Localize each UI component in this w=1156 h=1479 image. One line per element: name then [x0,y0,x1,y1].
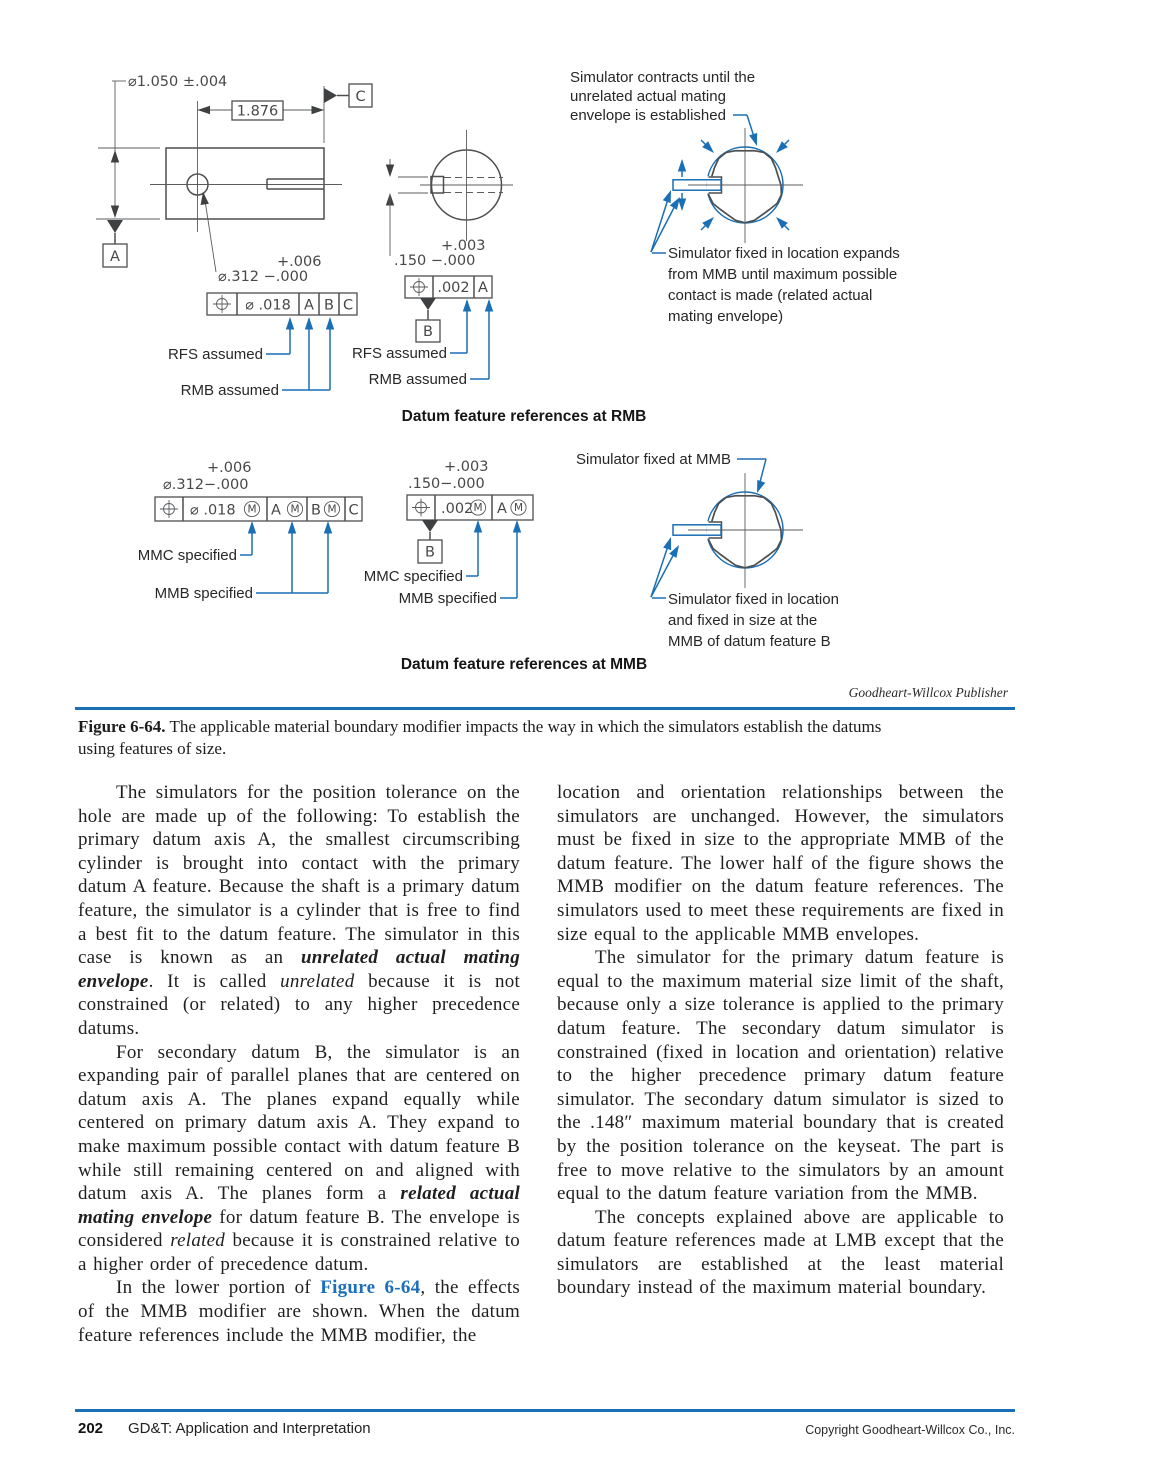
fcf-hole-rmb [207,293,357,315]
term-unrelated-actual-mating-envelope: unrelated actual mating envelope [78,947,520,992]
fixed-leader [737,459,766,494]
datum-c-symbol [324,84,372,107]
fcf-datum3: C [348,502,359,519]
rfs-assumed-label: RFS assumed [167,346,263,363]
fcf-datum3: C [342,297,354,314]
body-column-left [78,781,520,1347]
sim-contract-label-line1: Simulator contracts until the [570,69,756,86]
keyseat-slot [267,179,324,189]
rmb-end-annotations [352,299,493,388]
rfs-assumed-label: RFS assumed [351,345,447,362]
paragraph [78,1041,520,1277]
rmb-side-annotations [168,317,334,399]
mmb-modifier-m: M [513,502,524,515]
term-unrelated: unrelated [280,970,355,992]
mmc-specified-label: MMC specified [137,547,237,564]
hole-tol-plus: +.006 [277,254,322,270]
mmb-hole-callout [138,460,362,602]
mmc-specified-label: MMC specified [363,568,463,585]
sim-expand-label-line3: contact is made (related actual [668,287,873,304]
figure-caption-label: Figure 6-64. [78,717,166,736]
paragraph: The concepts explained above are applicable to datum feature references made at LMB except that the simulators are established at the least material boundary instead of the maximum material boundary. [557,1206,1004,1299]
rmb-end-view-drawing [352,130,513,388]
keyseat-width-dimension [386,159,486,269]
term-related-actual-mating-envelope: related actual mating envelope [78,1183,520,1228]
expand-leader [651,189,684,253]
paragraph-text: For secondary datum B, the simulator is an expanding pair of parallel planes that are centered on datum axis A. The planes expand equally while centered on primary datum axis A. They expand to make maximum possible contact with datum feature B while still remaining centered on and aligned with datum axis A. The planes form a [78,1041,520,1205]
key-dim: .150 −.000 [394,253,476,269]
key-tol-plus: +.003 [444,459,489,475]
datum-b-symbol [416,298,440,342]
mmc-modifier-m: M [247,503,257,516]
fixed-detail-leader [651,536,683,598]
datum-a-label: A [110,249,120,265]
paragraph-text: for datum feature B. The envelope is considered [78,1206,520,1252]
length-dimension [198,86,325,143]
mmb-modifier-m: M [290,503,300,516]
fcf-tolerance: .002 [437,280,470,296]
datum-b-symbol [418,520,442,563]
fcf-hole-mmb [155,497,362,521]
paragraph-text: The simulators for the position tolerance on the hole are made up of the following: To establish the primary datum axis A, the smallest circumscribing cylinder is brought into contact with the primary datum A feature. Because the shaft is a primary datum feature, the simulator is a cylinder that is free to find a best fit to the datum feature. The simulator in this case is known as an [78,782,520,969]
paragraph: location and orientation relationships between the simulators are unchanged. However, the simulators must be fixed in size to the appropriate MMB of the datum feature. The lower half of the figure shows the MMB modifier on the datum feature references. The simulators used to meet these requirements are fixed in size equal to the applicable MMB envelopes. [557,782,1004,945]
paragraph [78,781,520,1041]
bar-expand-arrows [678,159,686,211]
publisher-credit: Goodheart-Willcox Publisher [848,685,1008,700]
sim-expand-label-line2: from MMB until maximum possible [668,266,898,283]
sim-fixed-detail-line3: MMB of datum feature B [668,633,831,650]
paragraph: The simulator for the primary datum feature is equal to the maximum material size limit of the shaft, because only a size tolerance is applied to the primary datum feature. The secondary datum simulator is constrained (fixed in location and orientation) relative to the higher precedence primary datum feature simulator. The secondary datum simulator is sized to the .148″ maximum material boundary that is created by the position tolerance on the keyseat. The part is free to move relative to the simulators by an amount equal to the datum feature variation from the MMB. [557,947,1004,1205]
paragraph-text: because it is not constrained (or related) to any higher precedence datums. [78,970,521,1039]
fcf-datum1: A [478,280,488,296]
rmb-simulator-drawing [570,69,900,325]
dim-shaft-diameter: ⌀1.050 ±.004 [128,74,228,90]
datum-c-label: C [355,89,366,105]
footer-rule [75,1409,1015,1412]
figure-6-64-drawing [0,0,1156,710]
sim-contract-label-line3: envelope is established [570,107,726,124]
fcf-datum1: A [497,501,507,517]
mmb-specified-label: MMB specified [398,590,497,607]
dim-length: 1.876 [236,103,279,120]
hole-tol-plus: +.006 [207,460,252,476]
hole-dim: ⌀.312−.000 [163,477,249,493]
shaft-diameter-dimension [96,74,227,219]
sim-fixed-label: Simulator fixed at MMB [576,451,732,468]
mmb-specified-label: MMB specified [154,585,253,602]
mmb-simulator-drawing [576,451,839,650]
fcf-tolerance: ⌀ .018 [190,502,236,519]
datum-b-label: B [425,544,435,561]
mmb-keyseat-callout [364,459,533,607]
paragraph-text: , the effects of the MMB modifier are shown. When the datum feature references include the MMB modifier, the [78,1277,520,1346]
hole-dim: ⌀.312 −.000 [218,269,309,285]
caption-rule [75,707,1015,710]
mmb-section-heading: Datum feature references at MMB [400,656,648,673]
mmc-modifier-m: M [473,502,483,515]
sim-expand-label-line1: Simulator fixed in location expands [668,245,900,262]
paragraph-text: In the lower portion of [116,1277,321,1299]
sim-fixed-detail-line2: and fixed in size at the [668,612,818,629]
fcf-tolerance: ⌀ .018 [245,297,291,314]
figure-caption-text: The applicable material boundary modifier impacts the way in which the simulators establish the datums using features of size. [78,717,882,758]
paragraph-text: because it is constrained relative to a higher order of precedence datum. [78,1230,520,1275]
rmb-side-view-drawing [96,74,372,399]
figure-caption [78,716,893,760]
fcf-datum2: B [324,297,334,314]
sim-expand-label-line4: mating envelope) [668,308,784,325]
fcf-datum1: A [304,297,314,314]
sim-fixed-detail-line1: Simulator fixed in location [668,591,839,608]
sim-contract-label-line2: unrelated actual mating [570,88,726,105]
rmb-assumed-label: RMB assumed [368,371,467,388]
contract-leader [733,115,761,147]
mmb-hole-annotations [138,521,332,602]
copyright-notice: Copyright Goodheart-Willcox Co., Inc. [805,1423,1015,1437]
paragraph-text: . It is called [148,970,281,992]
fcf-keyseat-mmb [407,495,533,520]
rmb-assumed-label: RMB assumed [180,382,279,399]
key-dim: .150−.000 [408,476,485,492]
fcf-keyseat-rmb [405,276,492,298]
rmb-section-heading: Datum feature references at RMB [401,408,647,425]
page-number: 202 [78,1420,104,1437]
fcf-datum1: A [271,502,281,519]
hole-callout [199,191,322,285]
fcf-datum2: B [311,502,321,519]
figure-6-64-link[interactable]: Figure 6-64 [320,1277,421,1299]
mmb-modifier-m: M [327,503,337,516]
key-tol-plus: +.003 [441,238,486,254]
book-title: GD&T: Application and Interpretation [128,1420,371,1437]
datum-a-symbol [103,220,127,267]
fcf-tolerance: .002 [441,501,474,517]
body-column-right [557,781,1004,1300]
datum-b-label: B [423,324,433,340]
term-related: related [170,1230,226,1252]
paragraph [78,1276,520,1347]
